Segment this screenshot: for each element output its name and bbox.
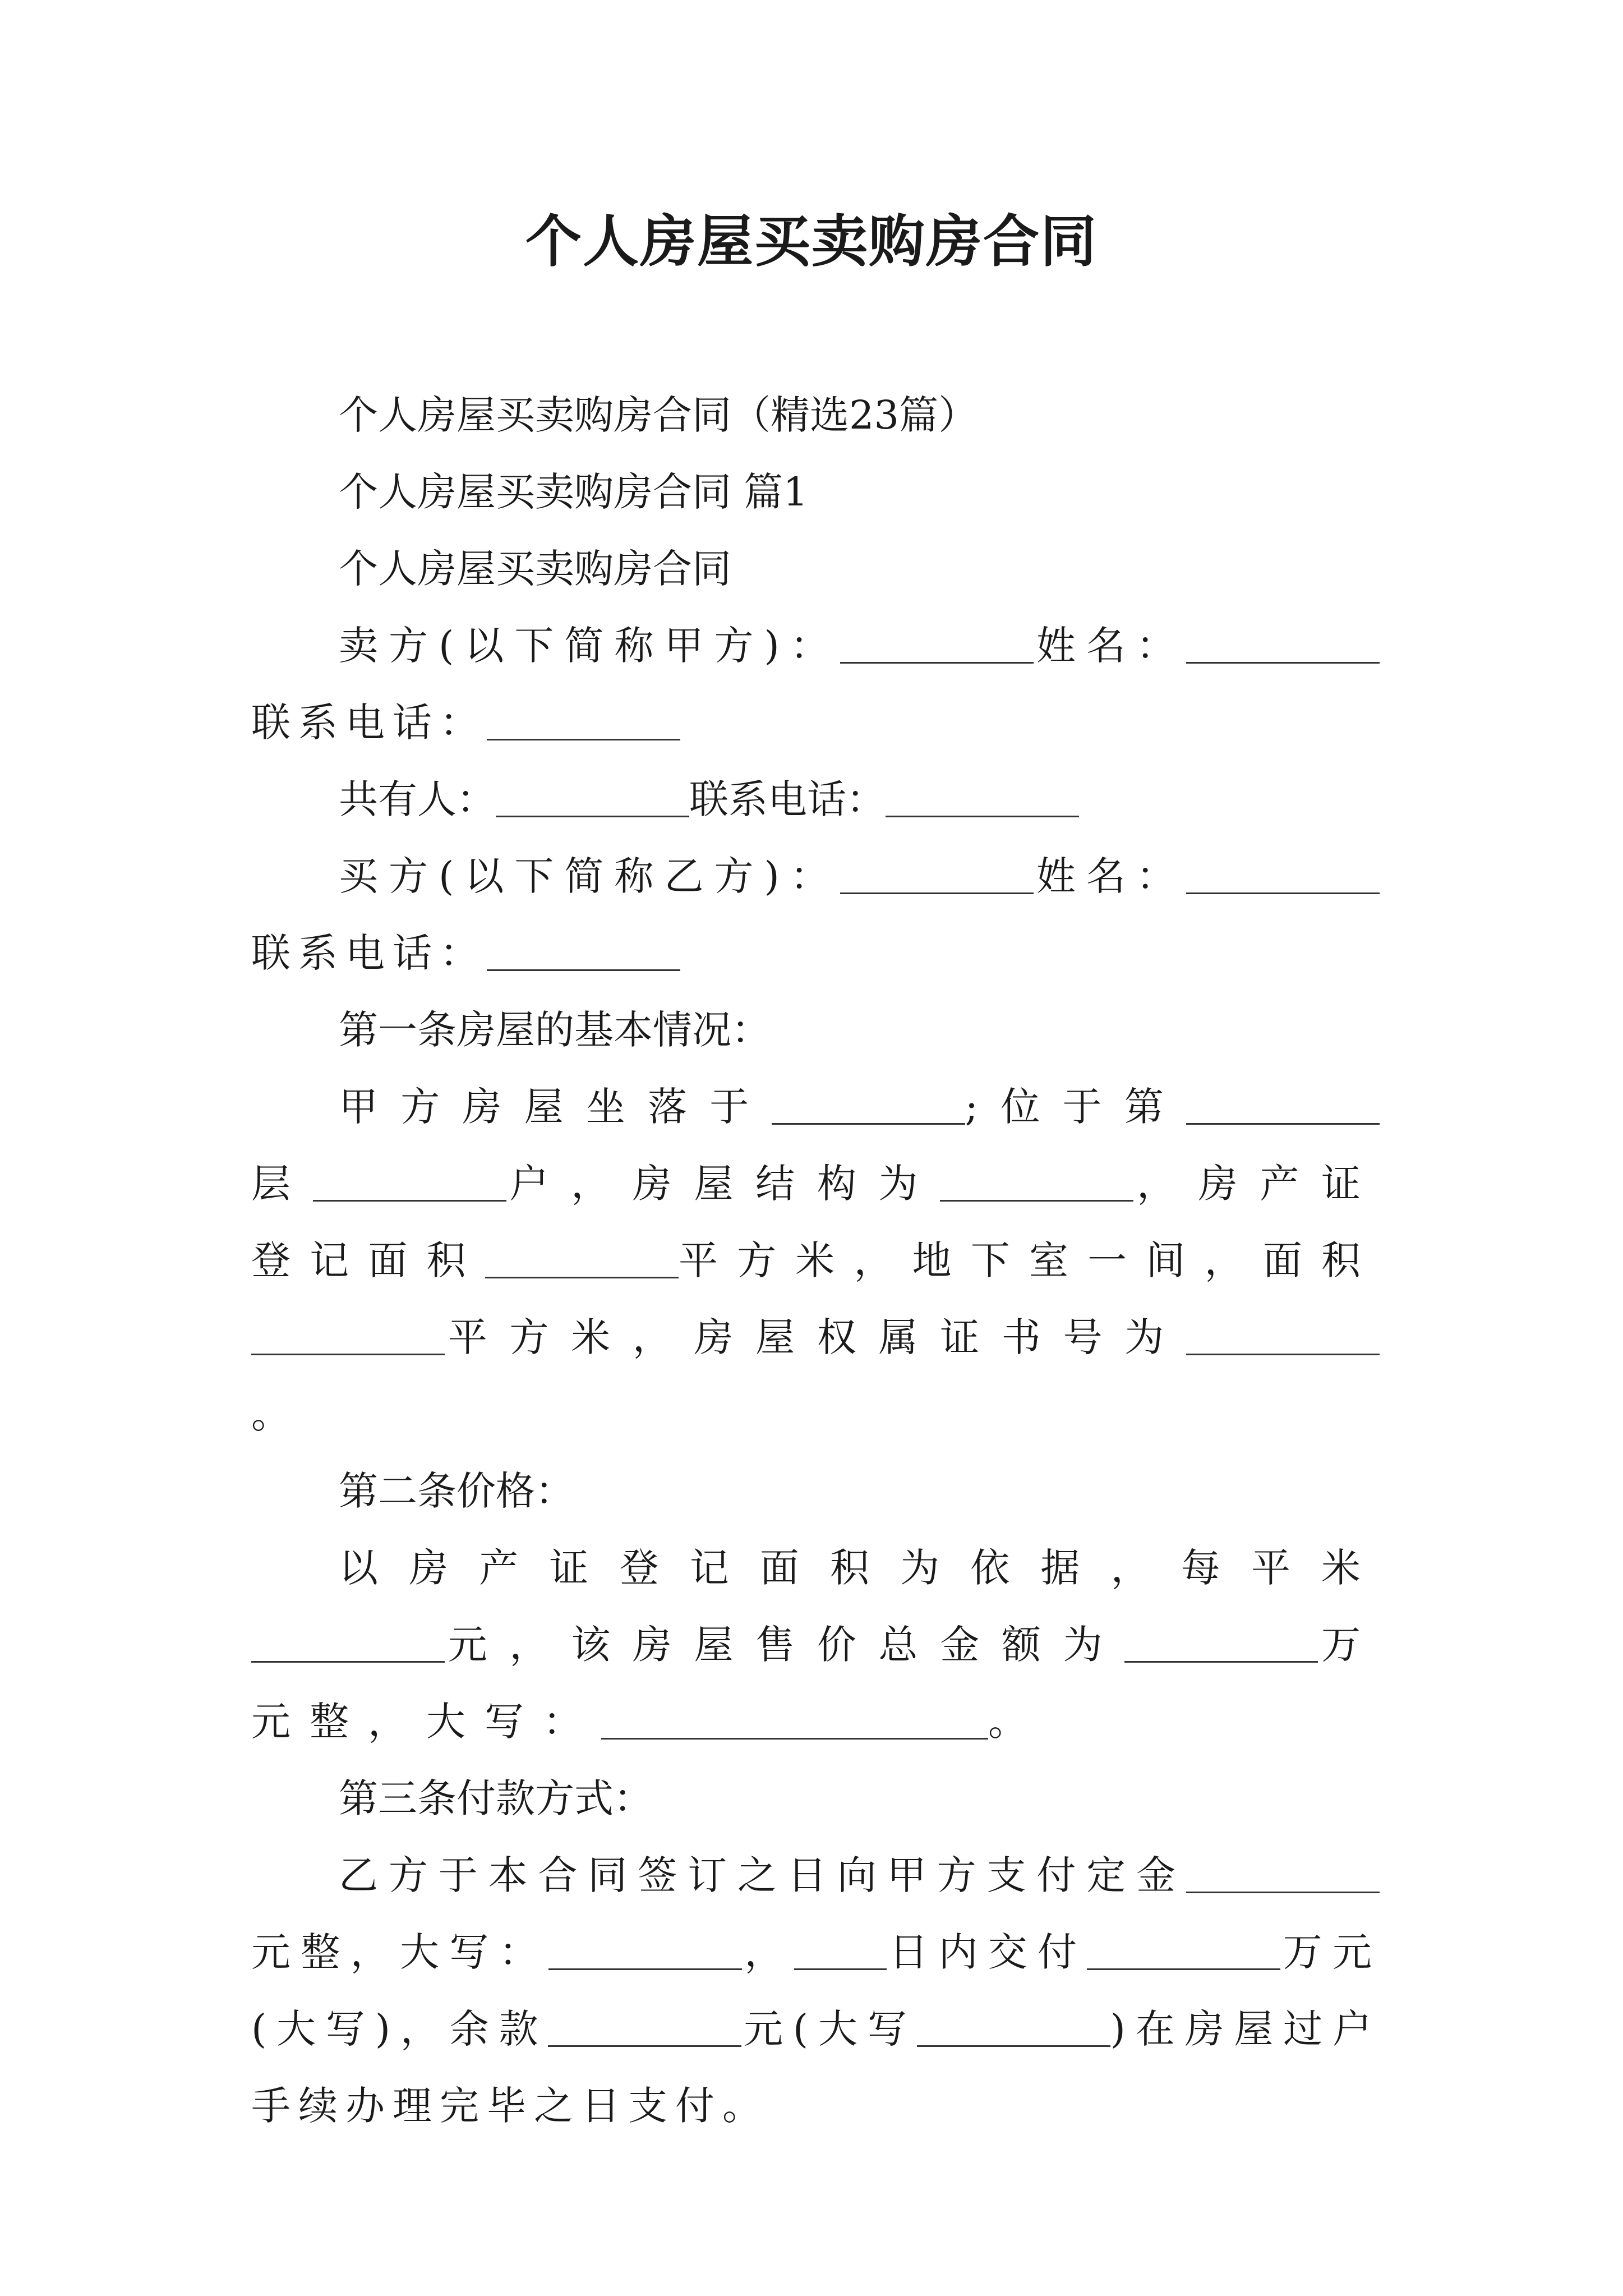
blank-field bbox=[1087, 1929, 1280, 1970]
text-segment: 第三条付款方式： bbox=[339, 1775, 653, 1821]
paragraph-article-1-heading bbox=[251, 992, 1380, 1069]
text-segment: 平方米，地下室一间，面积 bbox=[678, 1237, 1380, 1283]
paragraph-article-3-body bbox=[251, 1837, 1380, 2145]
blank-field bbox=[251, 1622, 445, 1663]
text-segment: 。 bbox=[251, 1391, 310, 1437]
blank-field bbox=[1186, 853, 1380, 894]
blank-field bbox=[940, 1161, 1133, 1202]
text-segment: 第一条房屋的基本情况： bbox=[339, 1007, 771, 1053]
paragraph-article-2-heading bbox=[251, 1453, 1380, 1530]
paragraph-article-1-body bbox=[251, 1069, 1380, 1453]
text-segment: 甲方房屋坐落于 bbox=[339, 1084, 772, 1130]
paragraph-contract-name bbox=[251, 531, 1380, 608]
text-segment: 元，该房屋售价总金额为 bbox=[445, 1622, 1125, 1668]
text-segment: 以房产证登记面积为依据，每平米 bbox=[339, 1545, 1380, 1591]
text-segment: 个人房屋买卖购房合同 篇1 bbox=[339, 469, 808, 515]
blank-field bbox=[548, 1929, 742, 1970]
blank-field bbox=[917, 2006, 1110, 2047]
text-segment: 层 bbox=[251, 1161, 313, 1207]
text-segment: 元(大写 bbox=[741, 2006, 917, 2052]
text-segment: ， bbox=[742, 1929, 794, 1975]
blank-field bbox=[1186, 1852, 1380, 1893]
text-segment: 个人房屋买卖购房合同（精选23篇） bbox=[339, 392, 978, 438]
text-segment: 联系电话： bbox=[251, 700, 487, 746]
blank-field bbox=[772, 1084, 965, 1125]
blank-field bbox=[840, 623, 1034, 664]
paragraph-article-3-heading bbox=[251, 1760, 1380, 1837]
document-body bbox=[251, 377, 1380, 2145]
paragraph-article-heading bbox=[251, 454, 1380, 531]
text-segment: 联系电话： bbox=[689, 776, 886, 822]
text-segment: 户，房屋结构为 bbox=[506, 1161, 940, 1207]
blank-field bbox=[487, 930, 680, 971]
text-segment: 日内交付 bbox=[886, 1929, 1087, 1975]
blank-field bbox=[487, 700, 680, 740]
text-segment: 。 bbox=[988, 1699, 1046, 1745]
text-segment: ，房产证登记面积 bbox=[251, 1161, 1380, 1283]
blank-field bbox=[1124, 1622, 1318, 1663]
text-segment: 平方米，房屋权属证书号为 bbox=[445, 1314, 1186, 1360]
document-title: 个人房屋买卖购房合同 bbox=[525, 208, 1098, 274]
blank-field bbox=[251, 1314, 445, 1355]
paragraph-collection-title bbox=[251, 377, 1380, 454]
text-segment: 万元(大写)，余款 bbox=[251, 1929, 1380, 2052]
blank-field bbox=[794, 1929, 887, 1970]
text-segment: 姓名： bbox=[1033, 623, 1187, 669]
blank-field bbox=[1186, 1084, 1380, 1125]
text-segment: 万元整，大写： bbox=[251, 1622, 1380, 1745]
blank-field bbox=[313, 1161, 506, 1202]
blank-field bbox=[840, 853, 1034, 894]
text-segment: ;位于第 bbox=[965, 1084, 1186, 1130]
text-segment: 卖方(以下简称甲方)： bbox=[339, 623, 840, 669]
text-segment: 姓名： bbox=[1033, 853, 1187, 899]
blank-field bbox=[485, 1237, 679, 1278]
blank-field bbox=[886, 776, 1079, 817]
blank-field bbox=[601, 1699, 988, 1740]
text-segment: 元整，大写： bbox=[251, 1929, 548, 1975]
paragraph-co-owner bbox=[251, 761, 1380, 838]
blank-field bbox=[496, 776, 689, 817]
text-segment: 乙方于本合同签订之日向甲方支付定金 bbox=[339, 1852, 1186, 1898]
text-segment: )在房屋过户手续办理完毕之日支付。 bbox=[251, 2006, 1380, 2129]
text-segment: 共有人： bbox=[339, 776, 496, 822]
text-segment: 第二条价格： bbox=[339, 1468, 574, 1514]
text-segment: 联系电话： bbox=[251, 930, 487, 976]
blank-field bbox=[548, 2006, 741, 2047]
text-segment: 个人房屋买卖购房合同 bbox=[339, 546, 731, 592]
blank-field bbox=[1186, 1314, 1380, 1355]
paragraph-article-2-body bbox=[251, 1530, 1380, 1760]
paragraph-buyer bbox=[251, 838, 1380, 992]
blank-field bbox=[1186, 623, 1380, 664]
text-segment: 买方(以下简称乙方)： bbox=[339, 853, 840, 899]
paragraph-seller bbox=[251, 608, 1380, 761]
